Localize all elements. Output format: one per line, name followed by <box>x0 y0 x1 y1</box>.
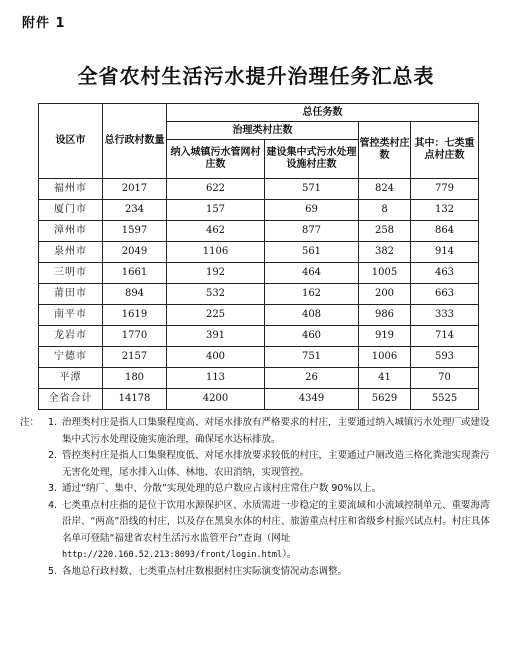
cell-key-villages: 714 <box>411 326 479 347</box>
note-text <box>62 448 490 481</box>
note-item <box>20 448 490 481</box>
cell-centralized: 26 <box>265 368 359 389</box>
table-row <box>39 200 479 221</box>
document-title: 全省农村生活污水提升治理任务汇总表 <box>77 64 435 88</box>
table-row <box>39 179 479 200</box>
note-prefix <box>20 498 48 564</box>
table-row <box>39 242 479 263</box>
cell-total-villages: 2017 <box>103 179 167 200</box>
table-row <box>39 326 479 347</box>
header-controlled: 管控类村庄数 <box>359 122 411 179</box>
note-prefix <box>20 564 48 581</box>
header-total-tasks: 总任务数 <box>167 104 479 122</box>
cell-total-villages: 234 <box>103 200 167 221</box>
header-urban-pipe: 纳入城镇污水管网村庄数 <box>167 140 265 179</box>
note-body: 七类重点村庄指的是位于饮用水源保护区、水质需进一步稳定的主要流域和小流域控制单元、重要海湾沿岸、“两高”沿线的村庄，以及存在黑臭水体的村庄、旅游重点村庄和省级乡村振兴试点村。村庄具体名单可登陆“福建省农村生活污水监管平台”查询（网址 <box>62 499 490 544</box>
cell-centralized: 4349 <box>265 389 359 410</box>
note-text <box>62 481 490 498</box>
cell-controlled: 382 <box>359 242 411 263</box>
header-centralized: 建设集中式污水处理设施村庄数 <box>265 140 359 179</box>
note-body: 通过“纳厂、集中、分散”实现处理的总户数应占该村庄常住户数 90%以上。 <box>62 483 381 494</box>
cell-city: 平潭 <box>39 368 103 389</box>
cell-city: 泉州市 <box>39 242 103 263</box>
cell-urban-pipe: 391 <box>167 326 265 347</box>
cell-centralized: 571 <box>265 179 359 200</box>
note-number: 1. <box>48 417 58 428</box>
table-row <box>39 284 479 305</box>
cell-total-villages: 894 <box>103 284 167 305</box>
header-treatment-villages: 治理类村庄数 <box>167 122 359 140</box>
summary-table <box>38 103 479 410</box>
cell-key-villages: 593 <box>411 347 479 368</box>
cell-urban-pipe: 4200 <box>167 389 265 410</box>
table-row <box>39 221 479 242</box>
note-prefix <box>20 481 48 498</box>
cell-centralized: 561 <box>265 242 359 263</box>
cell-controlled: 200 <box>359 284 411 305</box>
cell-city: 漳州市 <box>39 221 103 242</box>
cell-city: 南平市 <box>39 305 103 326</box>
cell-controlled: 8 <box>359 200 411 221</box>
cell-urban-pipe: 400 <box>167 347 265 368</box>
header-key-villages: 其中：七类重点村庄数 <box>411 122 479 179</box>
note-number: 2. <box>48 450 58 461</box>
cell-city: 莆田市 <box>39 284 103 305</box>
cell-key-villages: 914 <box>411 242 479 263</box>
cell-total-villages: 1661 <box>103 263 167 284</box>
cell-controlled: 919 <box>359 326 411 347</box>
cell-centralized: 460 <box>265 326 359 347</box>
note-text <box>62 415 490 448</box>
cell-key-villages: 864 <box>411 221 479 242</box>
cell-key-villages: 5525 <box>411 389 479 410</box>
note-number: 3. <box>48 483 58 494</box>
note-prefix <box>20 448 48 481</box>
cell-centralized: 408 <box>265 305 359 326</box>
cell-total-villages: 14178 <box>103 389 167 410</box>
note-text <box>62 498 490 564</box>
cell-urban-pipe: 532 <box>167 284 265 305</box>
cell-centralized: 751 <box>265 347 359 368</box>
cell-city: 福州市 <box>39 179 103 200</box>
cell-key-villages: 779 <box>411 179 479 200</box>
cell-key-villages: 663 <box>411 284 479 305</box>
note-item <box>20 481 490 498</box>
cell-urban-pipe: 113 <box>167 368 265 389</box>
cell-total-villages: 1597 <box>103 221 167 242</box>
cell-city: 宁德市 <box>39 347 103 368</box>
note-item <box>20 415 490 448</box>
cell-centralized: 162 <box>265 284 359 305</box>
cell-controlled: 824 <box>359 179 411 200</box>
cell-urban-pipe: 1106 <box>167 242 265 263</box>
note-number: 5. <box>48 565 58 577</box>
cell-centralized: 69 <box>265 200 359 221</box>
note-prefix: 注： <box>20 417 40 428</box>
cell-controlled: 5629 <box>359 389 411 410</box>
cell-key-villages: 333 <box>411 305 479 326</box>
note-body: 各地总行政村数、七类重点村庄数根据村庄实际演变情况动态调整。 <box>62 565 348 577</box>
cell-total-villages: 2049 <box>103 242 167 263</box>
table-row <box>39 305 479 326</box>
cell-urban-pipe: 462 <box>167 221 265 242</box>
header-region: 设区市 <box>39 104 103 179</box>
header-total-villages: 总行政村数量 <box>103 104 167 179</box>
cell-controlled: 41 <box>359 368 411 389</box>
cell-controlled: 258 <box>359 221 411 242</box>
cell-centralized: 877 <box>265 221 359 242</box>
notes-section <box>20 415 490 580</box>
note-body: 管控类村庄是指人口集聚程度低、对尾水排放要求较低的村庄，主要通过户厕改造三格化粪池实现粪污无害化处理，尾水排入山体、林地、农田消纳，实现管控。 <box>62 450 490 478</box>
table-row <box>39 347 479 368</box>
platform-url-link[interactable]: http://220.160.52.213:8093/front/login.html <box>62 550 283 560</box>
cell-total-villages: 1770 <box>103 326 167 347</box>
table-row <box>39 368 479 389</box>
cell-urban-pipe: 157 <box>167 200 265 221</box>
cell-urban-pipe: 622 <box>167 179 265 200</box>
cell-city: 全省合计 <box>39 389 103 410</box>
cell-key-villages: 463 <box>411 263 479 284</box>
cell-controlled: 1006 <box>359 347 411 368</box>
cell-urban-pipe: 192 <box>167 263 265 284</box>
cell-controlled: 1005 <box>359 263 411 284</box>
note-body: 治理类村庄是指人口集聚程度高、对尾水排放有严格要求的村庄，主要通过纳入城镇污水处理厂或建设集中式污水处理设施实施治理，确保尾水达标排放。 <box>62 417 490 445</box>
note-number: 4. <box>48 499 58 511</box>
table-row <box>39 389 479 410</box>
note-text <box>62 564 490 581</box>
cell-total-villages: 1619 <box>103 305 167 326</box>
note-item <box>20 564 490 581</box>
note-item <box>20 498 490 564</box>
cell-key-villages: 70 <box>411 368 479 389</box>
attachment-label: 附件 1 <box>22 16 66 31</box>
cell-city: 三明市 <box>39 263 103 284</box>
cell-city: 龙岩市 <box>39 326 103 347</box>
cell-city: 厦门市 <box>39 200 103 221</box>
cell-urban-pipe: 225 <box>167 305 265 326</box>
table-row <box>39 263 479 284</box>
cell-total-villages: 2157 <box>103 347 167 368</box>
note-tail: ）。 <box>282 549 297 560</box>
cell-total-villages: 180 <box>103 368 167 389</box>
cell-key-villages: 132 <box>411 200 479 221</box>
cell-controlled: 986 <box>359 305 411 326</box>
cell-centralized: 464 <box>265 263 359 284</box>
